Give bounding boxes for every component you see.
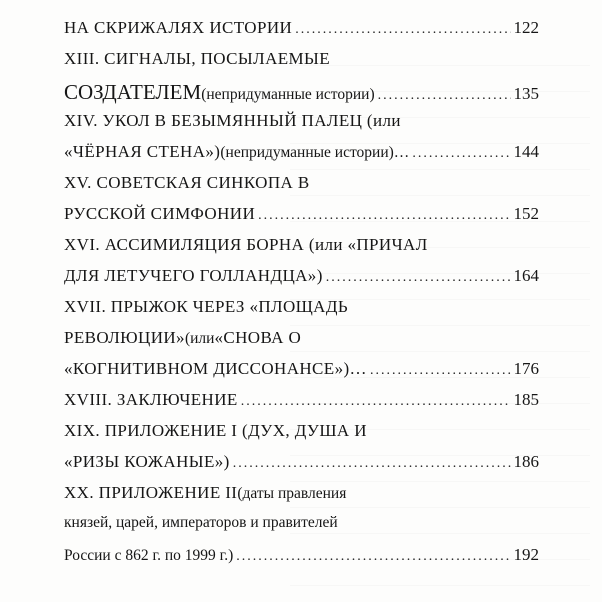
- toc-line-text: (непридуманные истории): [201, 86, 375, 103]
- page-number: 144: [513, 142, 539, 161]
- toc-line: [64, 80, 539, 111]
- toc-line: [64, 173, 539, 204]
- toc-line-text: XIII. СИГНАЛЫ, ПОСЫЛАЕМЫЕ: [64, 49, 331, 68]
- toc-line: [64, 421, 539, 452]
- toc-line-text: «КОГНИТИВНОМ ДИССОНАНСЕ»)…: [64, 359, 367, 378]
- toc-line-text: РЕВОЛЮЦИИ»: [64, 328, 185, 347]
- toc-line: [64, 18, 539, 49]
- page-number: 164: [513, 266, 539, 285]
- dot-leader: [233, 456, 511, 472]
- toc-line-text: «РИЗЫ КОЖАНЫЕ»): [64, 452, 230, 471]
- page-number: 122: [513, 18, 539, 37]
- dot-leader: [378, 88, 511, 104]
- toc-line-text: XVIII. ЗАКЛЮЧЕНИЕ: [64, 390, 238, 409]
- toc-line-text: «СНОВА О: [214, 328, 302, 347]
- toc-line: [64, 266, 539, 297]
- toc-line-text: XIV. УКОЛ В БЕЗЫМЯННЫЙ ПАЛЕЦ (или: [64, 111, 401, 130]
- dot-leader: [241, 394, 511, 410]
- page-number: 176: [513, 359, 539, 378]
- toc-line-text: (непридуманные истории)…: [220, 144, 410, 161]
- toc-line: [64, 235, 539, 266]
- toc-line: [64, 142, 539, 173]
- toc-line-text: XVI. АССИМИЛЯЦИЯ БОРНА (или «ПРИЧАЛ: [64, 235, 428, 254]
- dot-leader: [236, 549, 510, 565]
- toc-line-text: ДЛЯ ЛЕТУЧЕГО ГОЛЛАНДЦА»): [64, 266, 323, 285]
- toc-line: [64, 111, 539, 142]
- toc-line-text: XVII. ПРЫЖОК ЧЕРЕЗ «ПЛОЩАДЬ: [64, 297, 349, 316]
- toc-line-text: XV. СОВЕТСКАЯ СИНКОПА В: [64, 173, 310, 192]
- toc-line: [64, 452, 539, 483]
- toc-line: [64, 359, 539, 390]
- toc-line-text: России с 862 г. по 1999 г.): [64, 547, 234, 564]
- dot-leader: [258, 208, 510, 224]
- toc-line: [64, 483, 539, 514]
- page-number: 152: [513, 204, 539, 223]
- dot-leader: [412, 146, 510, 162]
- dot-leader: [295, 22, 510, 38]
- toc-line-text: НА СКРИЖАЛЯХ ИСТОРИИ: [64, 18, 293, 37]
- dot-leader: [370, 363, 511, 379]
- toc-line: [64, 204, 539, 235]
- toc-line: [64, 514, 539, 545]
- table-of-contents: [64, 18, 539, 576]
- toc-line: [64, 49, 539, 80]
- toc-line: [64, 390, 539, 421]
- page-number: 135: [513, 84, 539, 103]
- page-number: 192: [513, 545, 539, 564]
- page-number: 185: [513, 390, 539, 409]
- toc-line-text: XX. ПРИЛОЖЕНИЕ II: [64, 483, 238, 502]
- toc-line: [64, 545, 539, 576]
- dot-leader: [326, 270, 511, 286]
- toc-line-text: РУССКОЙ СИМФОНИИ: [64, 204, 256, 223]
- toc-line: [64, 328, 539, 359]
- toc-line-text: (или: [184, 330, 215, 347]
- toc-line-text: XIX. ПРИЛОЖЕНИЕ I (ДУХ, ДУША И: [64, 421, 367, 440]
- toc-line-text: СОЗДАТЕЛЕМ: [64, 80, 202, 104]
- toc-line-text: (даты правления: [237, 485, 347, 502]
- toc-line: [64, 297, 539, 328]
- toc-line-text: «ЧЁРНАЯ СТЕНА»): [64, 142, 221, 161]
- toc-line-text: князей, царей, императоров и правителей: [64, 514, 338, 531]
- page-number: 186: [513, 452, 539, 471]
